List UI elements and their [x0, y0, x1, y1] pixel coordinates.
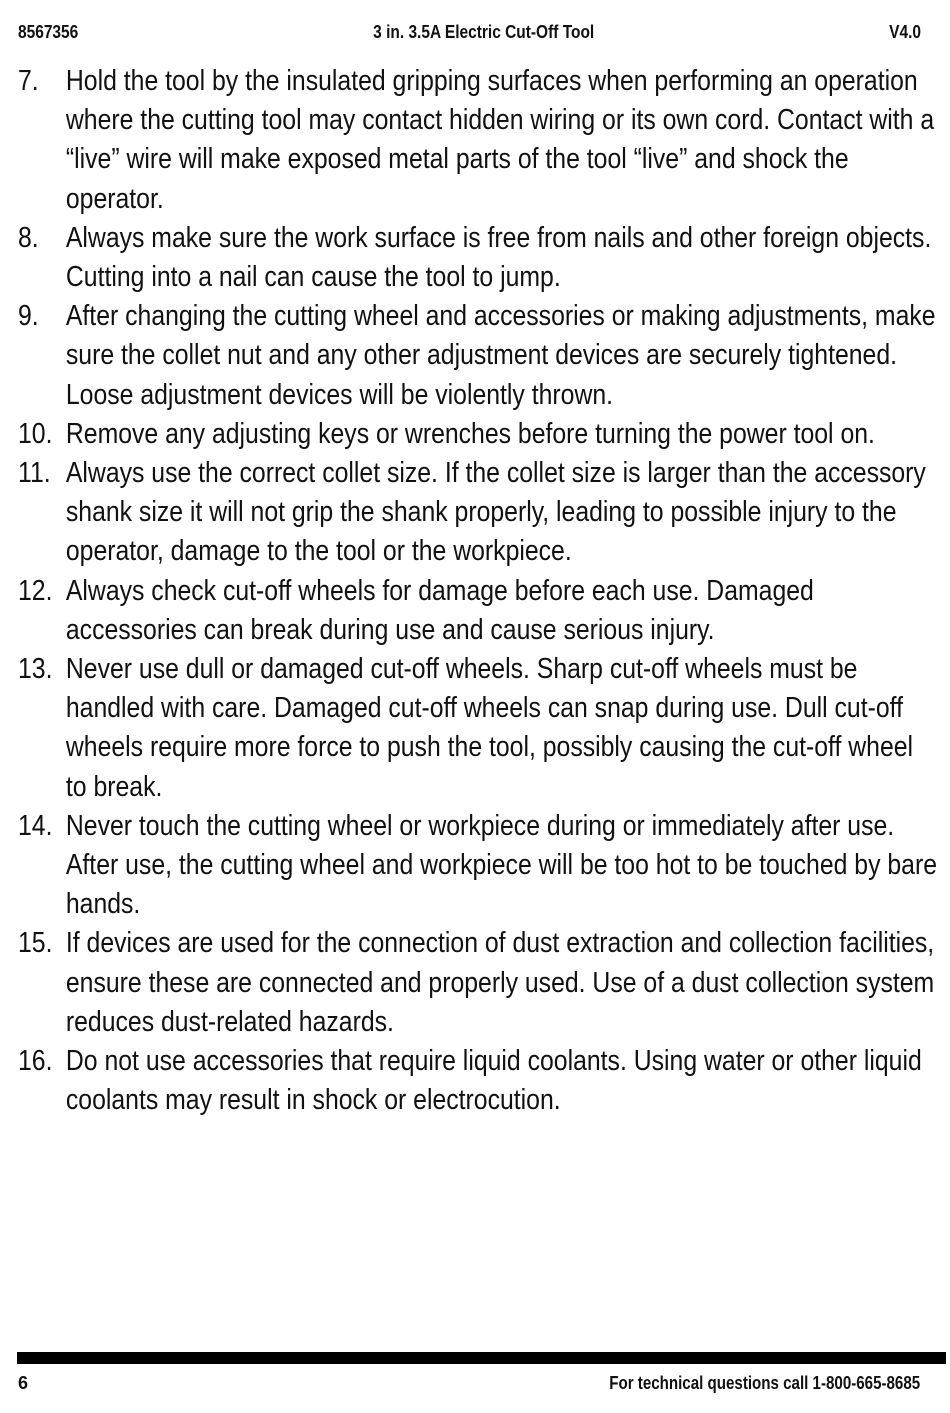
list-item [18, 62, 937, 219]
list-item [18, 297, 937, 415]
item-text: If devices are used for the connection of dust extraction and collection facilities, ensure these are connected and properly used. Use of a dust collection system reduces dust-related hazards. [65, 927, 935, 1038]
item-text: After changing the cutting wheel and accessories or making adjustments, make sure the collet nut and any other adjustment devices are securely tightened. Loose adjustment devices will be violently thrown. [65, 300, 936, 411]
safety-list [18, 62, 937, 1120]
item-number-label: 15. [18, 927, 53, 960]
item-number-label: 11. [18, 457, 51, 490]
list-item [18, 572, 937, 650]
item-number-label: 14. [18, 809, 53, 842]
item-text: Never use dull or damaged cut-off wheels. Sharp cut-off wheels must be handled with care. Damaged cut-off wheels can snap during use. Dull cut-off wheels require more force to push the tool, possibly causing the cut-off wheel to break. [65, 653, 914, 803]
item-text: Do not use accessories that require liquid coolants. Using water or other liquid coolants may result in shock or electrocution. [65, 1045, 922, 1117]
page-footer [18, 1373, 920, 1397]
item-number-label: 8. [18, 221, 39, 254]
list-item [18, 924, 937, 1042]
item-text: Always check cut-off wheels for damage before each use. Damaged accessories can break during use and cause serious injury. [65, 574, 814, 646]
item-text: Remove any adjusting keys or wrenches before turning the power tool on. [65, 417, 875, 450]
item-number-label: 10. [18, 417, 53, 450]
item-number-label: 16. [18, 1045, 53, 1078]
item-text: Always make sure the work surface is free from nails and other foreign objects. Cutting into a nail can cause the tool to jump. [65, 221, 932, 294]
page-header [18, 20, 921, 44]
page-number: 6 [18, 1373, 29, 1393]
list-item [18, 1042, 937, 1120]
item-number: 8567356 [18, 21, 79, 42]
item-text: Never touch the cutting wheel or workpiece during or immediately after use. After use, the cutting wheel and workpiece will be too hot to be touched by bare hands. [65, 809, 938, 921]
item-text: Hold the tool by the insulated gripping surfaces when performing an operation where the cutting tool may contact hidden wiring or its own cord. Contact with a “live” wire will make exposed metal parts of the tool “live” and shock the operator. [65, 65, 935, 215]
list-item [18, 415, 937, 454]
version-label: V4.0 [889, 21, 921, 42]
list-item [18, 807, 937, 925]
list-item [18, 650, 937, 807]
footer-divider [17, 1352, 946, 1364]
technical-support-note: For technical questions call 1-800-665-8685 [609, 1373, 920, 1393]
item-number-label: 13. [18, 653, 53, 686]
item-number-label: 7. [18, 65, 39, 97]
document-title: 3 in. 3.5A Electric Cut-Off Tool [373, 21, 595, 42]
list-item [18, 219, 937, 297]
item-text: Always use the correct collet size. If the collet size is larger than the accessory shank size it will not grip the shank properly, leading to possible injury to the operator, damage to the tool or the workpiece. [65, 457, 926, 568]
list-item [18, 454, 937, 572]
item-number-label: 9. [18, 300, 39, 333]
item-number-label: 12. [18, 574, 53, 607]
